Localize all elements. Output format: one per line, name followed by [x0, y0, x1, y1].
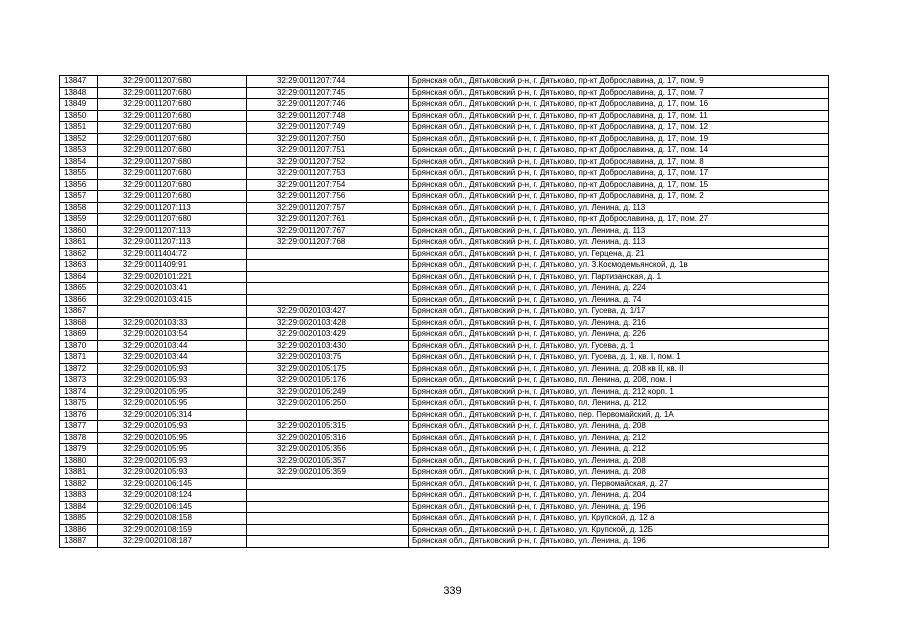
row-number-cell: 13887	[60, 536, 98, 548]
address-cell: Брянская обл., Дятьковский р-н, г. Дятьково, ул. Ленина, д. 204	[409, 490, 829, 502]
table-row	[60, 478, 829, 490]
address-cell: Брянская обл., Дятьковский р-н, г. Дятьково, пр-кт Доброславина, д. 17, пом. 17	[409, 168, 829, 180]
address-cell: Брянская обл., Дятьковский р-н, г. Дятьково, ул. Гусева, д. 1	[409, 340, 829, 352]
table-row	[60, 294, 829, 306]
table-row	[60, 513, 829, 525]
table-row	[60, 375, 829, 387]
table-row	[60, 202, 829, 214]
row-number-cell: 13876	[60, 409, 98, 421]
parcel-number-cell: 32:29:0020103:54	[98, 329, 247, 341]
address-cell: Брянская обл., Дятьковский р-н, г. Дятьково, ул. Гусева, д. 1/17	[409, 306, 829, 318]
row-number-cell: 13865	[60, 283, 98, 295]
table-row	[60, 99, 829, 111]
parcel-number-cell: 32:29:0011207:680	[98, 168, 247, 180]
row-number-cell: 13879	[60, 444, 98, 456]
parcel-number-cell: 32:29:0011207:113	[98, 202, 247, 214]
table-row	[60, 110, 829, 122]
table-row	[60, 352, 829, 364]
address-cell: Брянская обл., Дятьковский р-н, г. Дятьково, пр-кт Доброславина, д. 17, пом. 19	[409, 133, 829, 145]
address-cell: Брянская обл., Дятьковский р-н, г. Дятьково, ул. Крупской, д. 12 а	[409, 513, 829, 525]
parcel-number-cell: 32:29:0011207:680	[98, 99, 247, 111]
address-cell: Брянская обл., Дятьковский р-н, г. Дятьково, пр-кт Доброславина, д. 17, пом. 27	[409, 214, 829, 226]
object-number-cell	[247, 294, 409, 306]
object-number-cell: 32:29:0020103:75	[247, 352, 409, 364]
object-number-cell: 32:29:0011207:750	[247, 133, 409, 145]
row-number-cell: 13853	[60, 145, 98, 157]
row-number-cell: 13855	[60, 168, 98, 180]
row-number-cell: 13850	[60, 110, 98, 122]
table-row	[60, 432, 829, 444]
table-row	[60, 76, 829, 88]
object-number-cell: 32:29:0011207:748	[247, 110, 409, 122]
parcel-number-cell: 32:29:0011404:72	[98, 248, 247, 260]
object-number-cell: 32:29:0011207:746	[247, 99, 409, 111]
parcel-number-cell: 32:29:0011409:91	[98, 260, 247, 272]
address-cell: Брянская обл., Дятьковский р-н, г. Дятьково, пр-кт Доброславина, д. 17, пом. 15	[409, 179, 829, 191]
row-number-cell: 13857	[60, 191, 98, 203]
address-cell: Брянская обл., Дятьковский р-н, г. Дятьково, пр-кт Доброславина, д. 17, пом. 14	[409, 145, 829, 157]
address-cell: Брянская обл., Дятьковский р-н, г. Дятьково, пр-кт Доброславина, д. 17, пом. 7	[409, 87, 829, 99]
row-number-cell: 13869	[60, 329, 98, 341]
address-cell: Брянская обл., Дятьковский р-н, г. Дятьково, ул. Первомайская, д. 27	[409, 478, 829, 490]
row-number-cell: 13848	[60, 87, 98, 99]
parcel-number-cell: 32:29:0020105:314	[98, 409, 247, 421]
row-number-cell: 13873	[60, 375, 98, 387]
object-number-cell: 32:29:0011207:753	[247, 168, 409, 180]
row-number-cell: 13864	[60, 271, 98, 283]
object-number-cell	[247, 501, 409, 513]
parcel-number-cell	[98, 306, 247, 318]
row-number-cell: 13858	[60, 202, 98, 214]
parcel-number-cell: 32:29:0011207:680	[98, 179, 247, 191]
object-number-cell: 32:29:0020105:175	[247, 363, 409, 375]
row-number-cell: 13847	[60, 76, 98, 88]
table-row	[60, 271, 829, 283]
parcel-number-cell: 32:29:0011207:680	[98, 191, 247, 203]
row-number-cell: 13854	[60, 156, 98, 168]
object-number-cell: 32:29:0011207:751	[247, 145, 409, 157]
object-number-cell	[247, 513, 409, 525]
parcel-number-cell: 32:29:0020106:145	[98, 501, 247, 513]
table-row	[60, 214, 829, 226]
parcel-number-cell: 32:29:0011207:113	[98, 237, 247, 249]
table-row	[60, 386, 829, 398]
row-number-cell: 13849	[60, 99, 98, 111]
table-row	[60, 444, 829, 456]
object-number-cell: 32:29:0020105:357	[247, 455, 409, 467]
object-number-cell: 32:29:0011207:745	[247, 87, 409, 99]
object-number-cell: 32:29:0011207:761	[247, 214, 409, 226]
object-number-cell: 32:29:0020105:359	[247, 467, 409, 479]
address-cell: Брянская обл., Дятьковский р-н, г. Дятьково, ул. Ленина, д. 226	[409, 329, 829, 341]
parcel-number-cell: 32:29:0020103:33	[98, 317, 247, 329]
object-number-cell: 32:29:0020103:429	[247, 329, 409, 341]
table-row	[60, 524, 829, 536]
row-number-cell: 13868	[60, 317, 98, 329]
address-cell: Брянская обл., Дятьковский р-н, г. Дятьково, пр-кт Доброславина, д. 17, пом. 2	[409, 191, 829, 203]
object-number-cell	[247, 409, 409, 421]
parcel-number-cell: 32:29:0011207:680	[98, 122, 247, 134]
row-number-cell: 13884	[60, 501, 98, 513]
address-cell: Брянская обл., Дятьковский р-н, г. Дятьково, пр-кт Доброславина, д. 17, пом. 11	[409, 110, 829, 122]
row-number-cell: 13877	[60, 421, 98, 433]
object-number-cell: 32:29:0011207:749	[247, 122, 409, 134]
page-number: 339	[443, 585, 462, 597]
row-number-cell: 13885	[60, 513, 98, 525]
address-cell: Брянская обл., Дятьковский р-н, г. Дятьково, ул. Ленина, д. 212	[409, 432, 829, 444]
parcel-number-cell: 32:29:0020103:41	[98, 283, 247, 295]
object-number-cell	[247, 490, 409, 502]
address-cell: Брянская обл., Дятьковский р-н, г. Дятьково, пр-кт Доброславина, д. 17, пом. 9	[409, 76, 829, 88]
parcel-number-cell: 32:29:0011207:680	[98, 156, 247, 168]
object-number-cell	[247, 524, 409, 536]
object-number-cell: 32:29:0011207:768	[247, 237, 409, 249]
address-cell: Брянская обл., Дятьковский р-н, г. Дятьково, ул. Ленина, д. 216	[409, 317, 829, 329]
row-number-cell: 13856	[60, 179, 98, 191]
address-cell: Брянская обл., Дятьковский р-н, г. Дятьково, ул. Ленина, д. 113	[409, 237, 829, 249]
row-number-cell: 13862	[60, 248, 98, 260]
parcel-number-cell: 32:29:0020105:95	[98, 398, 247, 410]
address-cell: Брянская обл., Дятьковский р-н, г. Дятьково, ул. Крупской, д. 12Б	[409, 524, 829, 536]
table-row	[60, 168, 829, 180]
address-cell: Брянская обл., Дятьковский р-н, г. Дятьково, ул. З.Космодемьянской, д. 1в	[409, 260, 829, 272]
object-number-cell: 32:29:0020103:428	[247, 317, 409, 329]
table-row	[60, 490, 829, 502]
parcel-number-cell: 32:29:0011207:680	[98, 76, 247, 88]
parcel-number-cell: 32:29:0020103:44	[98, 352, 247, 364]
object-number-cell: 32:29:0020105:356	[247, 444, 409, 456]
row-number-cell: 13875	[60, 398, 98, 410]
parcel-number-cell: 32:29:0020105:93	[98, 363, 247, 375]
parcel-number-cell: 32:29:0011207:680	[98, 110, 247, 122]
registry-table-body	[60, 76, 829, 548]
object-number-cell	[247, 260, 409, 272]
parcel-number-cell: 32:29:0020105:93	[98, 455, 247, 467]
address-cell: Брянская обл., Дятьковский р-н, г. Дятьково, ул. Партизанская, д. 1	[409, 271, 829, 283]
table-row	[60, 122, 829, 134]
parcel-number-cell: 32:29:0020108:158	[98, 513, 247, 525]
row-number-cell: 13886	[60, 524, 98, 536]
row-number-cell: 13874	[60, 386, 98, 398]
parcel-number-cell: 32:29:0020105:93	[98, 467, 247, 479]
table-row	[60, 409, 829, 421]
parcel-number-cell: 32:29:0011207:113	[98, 225, 247, 237]
object-number-cell: 32:29:0020103:427	[247, 306, 409, 318]
address-cell: Брянская обл., Дятьковский р-н, г. Дятьково, ул. Гусева, д. 1, кв. I, пом. 1	[409, 352, 829, 364]
address-cell: Брянская обл., Дятьковский р-н, г. Дятьково, пл. Ленина, д. 212	[409, 398, 829, 410]
parcel-number-cell: 32:29:0020101:221	[98, 271, 247, 283]
address-cell: Брянская обл., Дятьковский р-н, г. Дятьково, пр-кт Доброславина, д. 17, пом. 8	[409, 156, 829, 168]
object-number-cell	[247, 536, 409, 548]
object-number-cell: 32:29:0020105:315	[247, 421, 409, 433]
table-row	[60, 363, 829, 375]
row-number-cell: 13872	[60, 363, 98, 375]
address-cell: Брянская обл., Дятьковский р-н, г. Дятьково, ул. Ленина, д. 208	[409, 467, 829, 479]
parcel-number-cell: 32:29:0020105:93	[98, 421, 247, 433]
parcel-number-cell: 32:29:0011207:680	[98, 214, 247, 226]
parcel-number-cell: 32:29:0020108:187	[98, 536, 247, 548]
table-row	[60, 306, 829, 318]
object-number-cell: 32:29:0020105:176	[247, 375, 409, 387]
parcel-number-cell: 32:29:0020105:95	[98, 432, 247, 444]
row-number-cell: 13880	[60, 455, 98, 467]
parcel-number-cell: 32:29:0020106:145	[98, 478, 247, 490]
object-number-cell: 32:29:0011207:756	[247, 191, 409, 203]
object-number-cell: 32:29:0020105:249	[247, 386, 409, 398]
registry-table	[59, 75, 829, 548]
table-row	[60, 398, 829, 410]
object-number-cell: 32:29:0020105:316	[247, 432, 409, 444]
table-row	[60, 260, 829, 272]
address-cell: Брянская обл., Дятьковский р-н, г. Дятьково, пр-кт Доброславина, д. 17, пом. 16	[409, 99, 829, 111]
address-cell: Брянская обл., Дятьковский р-н, г. Дятьково, ул. Герцена, д. 21	[409, 248, 829, 260]
row-number-cell: 13881	[60, 467, 98, 479]
address-cell: Брянская обл., Дятьковский р-н, г. Дятьково, ул. Ленина, д. 212 корп. 1	[409, 386, 829, 398]
table-row	[60, 179, 829, 191]
row-number-cell: 13861	[60, 237, 98, 249]
table-row	[60, 225, 829, 237]
table-row	[60, 156, 829, 168]
row-number-cell: 13852	[60, 133, 98, 145]
parcel-number-cell: 32:29:0020108:159	[98, 524, 247, 536]
address-cell: Брянская обл., Дятьковский р-н, г. Дятьково, ул. Ленина, д. 208	[409, 421, 829, 433]
parcel-number-cell: 32:29:0011207:680	[98, 133, 247, 145]
row-number-cell: 13863	[60, 260, 98, 272]
row-number-cell: 13883	[60, 490, 98, 502]
object-number-cell: 32:29:0020105:250	[247, 398, 409, 410]
address-cell: Брянская обл., Дятьковский р-н, г. Дятьково, ул. Ленина, д. 196	[409, 536, 829, 548]
row-number-cell: 13851	[60, 122, 98, 134]
row-number-cell: 13882	[60, 478, 98, 490]
table-row	[60, 329, 829, 341]
parcel-number-cell: 32:29:0020105:95	[98, 386, 247, 398]
parcel-number-cell: 32:29:0020105:95	[98, 444, 247, 456]
object-number-cell	[247, 478, 409, 490]
table-row	[60, 237, 829, 249]
table-row	[60, 340, 829, 352]
address-cell: Брянская обл., Дятьковский р-н, г. Дятьково, ул. Ленина, д. 113	[409, 202, 829, 214]
row-number-cell: 13867	[60, 306, 98, 318]
object-number-cell	[247, 248, 409, 260]
address-cell: Брянская обл., Дятьковский р-н, г. Дятьково, пр-кт Доброславина, д. 17, пом. 12	[409, 122, 829, 134]
table-row	[60, 133, 829, 145]
table-row	[60, 87, 829, 99]
address-cell: Брянская обл., Дятьковский р-н, г. Дятьково, пл. Ленина, д. 208, пом. I	[409, 375, 829, 387]
row-number-cell: 13878	[60, 432, 98, 444]
address-cell: Брянская обл., Дятьковский р-н, г. Дятьково, ул. Ленина, д. 113	[409, 225, 829, 237]
table-row	[60, 455, 829, 467]
object-number-cell: 32:29:0020103:430	[247, 340, 409, 352]
address-cell: Брянская обл., Дятьковский р-н, г. Дятьково, пер. Первомайский, д. 1А	[409, 409, 829, 421]
address-cell: Брянская обл., Дятьковский р-н, г. Дятьково, ул. Ленина, д. 196	[409, 501, 829, 513]
address-cell: Брянская обл., Дятьковский р-н, г. Дятьково, ул. Ленина, д. 212	[409, 444, 829, 456]
object-number-cell: 32:29:0011207:744	[247, 76, 409, 88]
object-number-cell	[247, 283, 409, 295]
object-number-cell: 32:29:0011207:754	[247, 179, 409, 191]
table-row	[60, 467, 829, 479]
row-number-cell: 13859	[60, 214, 98, 226]
parcel-number-cell: 32:29:0020105:93	[98, 375, 247, 387]
object-number-cell: 32:29:0011207:767	[247, 225, 409, 237]
table-row	[60, 421, 829, 433]
table-row	[60, 283, 829, 295]
table-row	[60, 248, 829, 260]
object-number-cell	[247, 271, 409, 283]
address-cell: Брянская обл., Дятьковский р-н, г. Дятьково, ул. Ленина, д. 208 кв II, кв. II	[409, 363, 829, 375]
object-number-cell: 32:29:0011207:757	[247, 202, 409, 214]
table-row	[60, 145, 829, 157]
address-cell: Брянская обл., Дятьковский р-н, г. Дятьково, ул. Ленина, д. 74	[409, 294, 829, 306]
parcel-number-cell: 32:29:0020103:44	[98, 340, 247, 352]
object-number-cell: 32:29:0011207:752	[247, 156, 409, 168]
table-row	[60, 501, 829, 513]
table-row	[60, 317, 829, 329]
row-number-cell: 13860	[60, 225, 98, 237]
row-number-cell: 13870	[60, 340, 98, 352]
table-row	[60, 536, 829, 548]
row-number-cell: 13866	[60, 294, 98, 306]
parcel-number-cell: 32:29:0011207:680	[98, 145, 247, 157]
parcel-number-cell: 32:29:0020103:415	[98, 294, 247, 306]
address-cell: Брянская обл., Дятьковский р-н, г. Дятьково, ул. Ленина, д. 224	[409, 283, 829, 295]
parcel-number-cell: 32:29:0011207:680	[98, 87, 247, 99]
row-number-cell: 13871	[60, 352, 98, 364]
parcel-number-cell: 32:29:0020108:124	[98, 490, 247, 502]
table-row	[60, 191, 829, 203]
address-cell: Брянская обл., Дятьковский р-н, г. Дятьково, ул. Ленина, д. 208	[409, 455, 829, 467]
